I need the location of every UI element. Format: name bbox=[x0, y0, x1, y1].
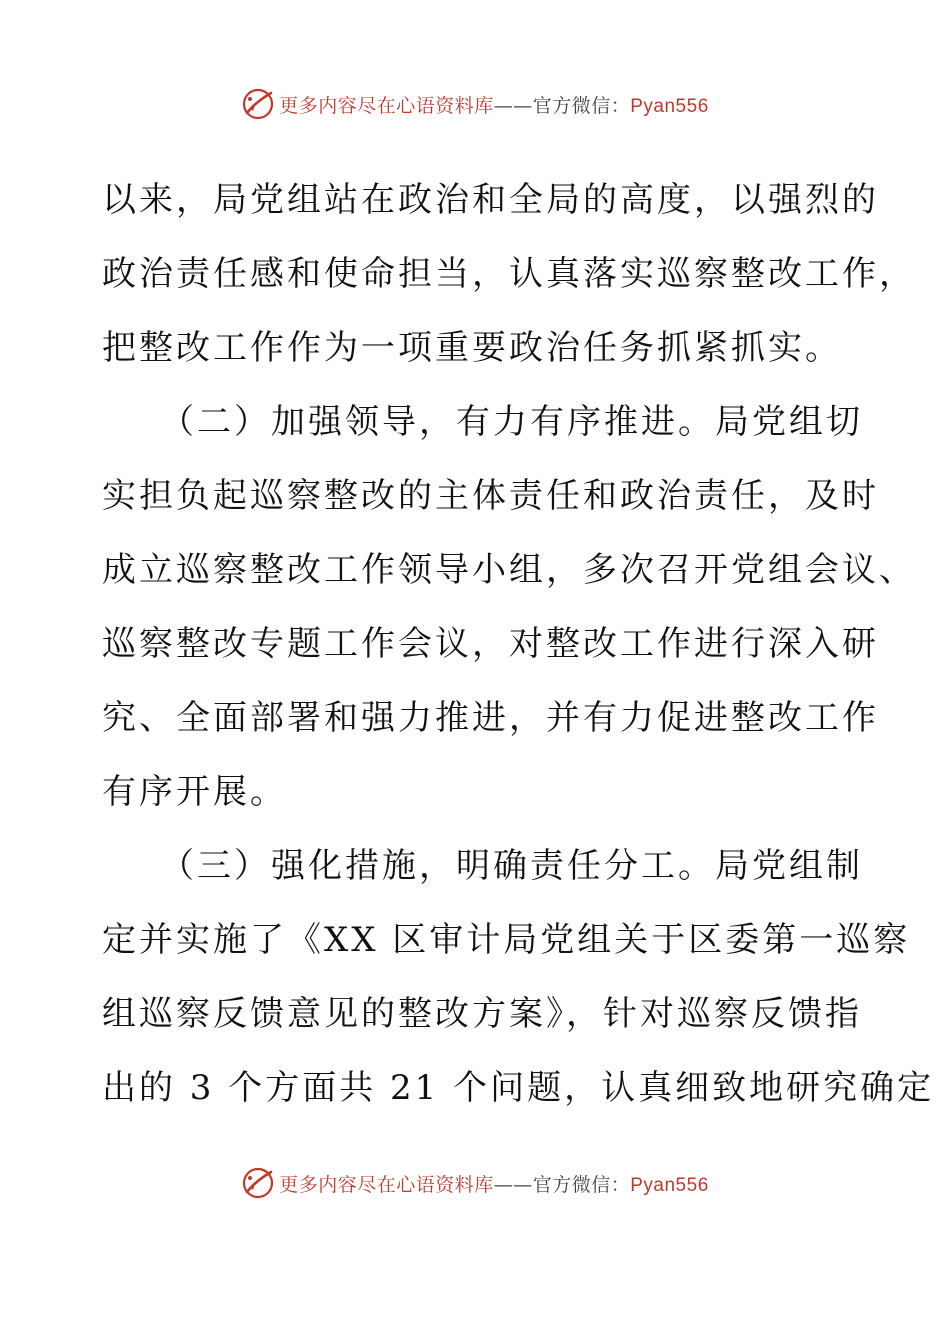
brand-text: 更多内容尽在心语资料库 bbox=[279, 1173, 494, 1196]
footer-banner bbox=[0, 1163, 950, 1203]
wechat-id: Pyan556 bbox=[630, 95, 709, 117]
body-line: 实担负起巡察整改的主体责任和政治责任，及时 bbox=[102, 476, 879, 516]
dash: —— bbox=[493, 1173, 533, 1196]
body-line: 成立巡察整改工作领导小组，多次召开党组会议、 bbox=[102, 550, 916, 590]
wechat-label: 官方微信： bbox=[532, 94, 631, 117]
document-body bbox=[102, 170, 935, 1132]
dash: —— bbox=[493, 94, 533, 117]
body-line: 组巡察反馈意见的整改方案》，针对巡察反馈指 bbox=[102, 994, 862, 1034]
section-heading-line: （三）强化措施，明确责任分工。局党组制 bbox=[160, 846, 863, 886]
banner-text bbox=[279, 91, 709, 118]
header-banner bbox=[0, 84, 950, 124]
body-line: 出的 3 个方面共 21 个问题，认真细致地研究确定 bbox=[102, 1068, 935, 1108]
body-line: 巡察整改专题工作会议，对整改工作进行深入研 bbox=[102, 624, 879, 664]
body-line: 定并实施了《XX 区审计局党组关于区委第一巡察 bbox=[102, 920, 911, 960]
pen-logo-icon bbox=[241, 87, 275, 121]
wechat-label: 官方微信： bbox=[532, 1173, 631, 1196]
body-line: 政治责任感和使命担当，认真落实巡察整改工作， bbox=[102, 254, 916, 294]
brand-text: 更多内容尽在心语资料库 bbox=[279, 94, 494, 117]
body-line: 究、全面部署和强力推进，并有力促进整改工作 bbox=[102, 698, 879, 738]
wechat-id: Pyan556 bbox=[630, 1174, 709, 1196]
banner-text bbox=[279, 1170, 709, 1197]
section-heading-line: （二）加强领导，有力有序推进。局党组切 bbox=[160, 402, 863, 442]
body-line: 把整改工作作为一项重要政治任务抓紧抓实。 bbox=[102, 328, 842, 368]
body-line: 以来，局党组站在政治和全局的高度，以强烈的 bbox=[102, 180, 879, 220]
pen-logo-icon bbox=[241, 1166, 275, 1200]
body-line: 有序开展。 bbox=[102, 772, 287, 812]
